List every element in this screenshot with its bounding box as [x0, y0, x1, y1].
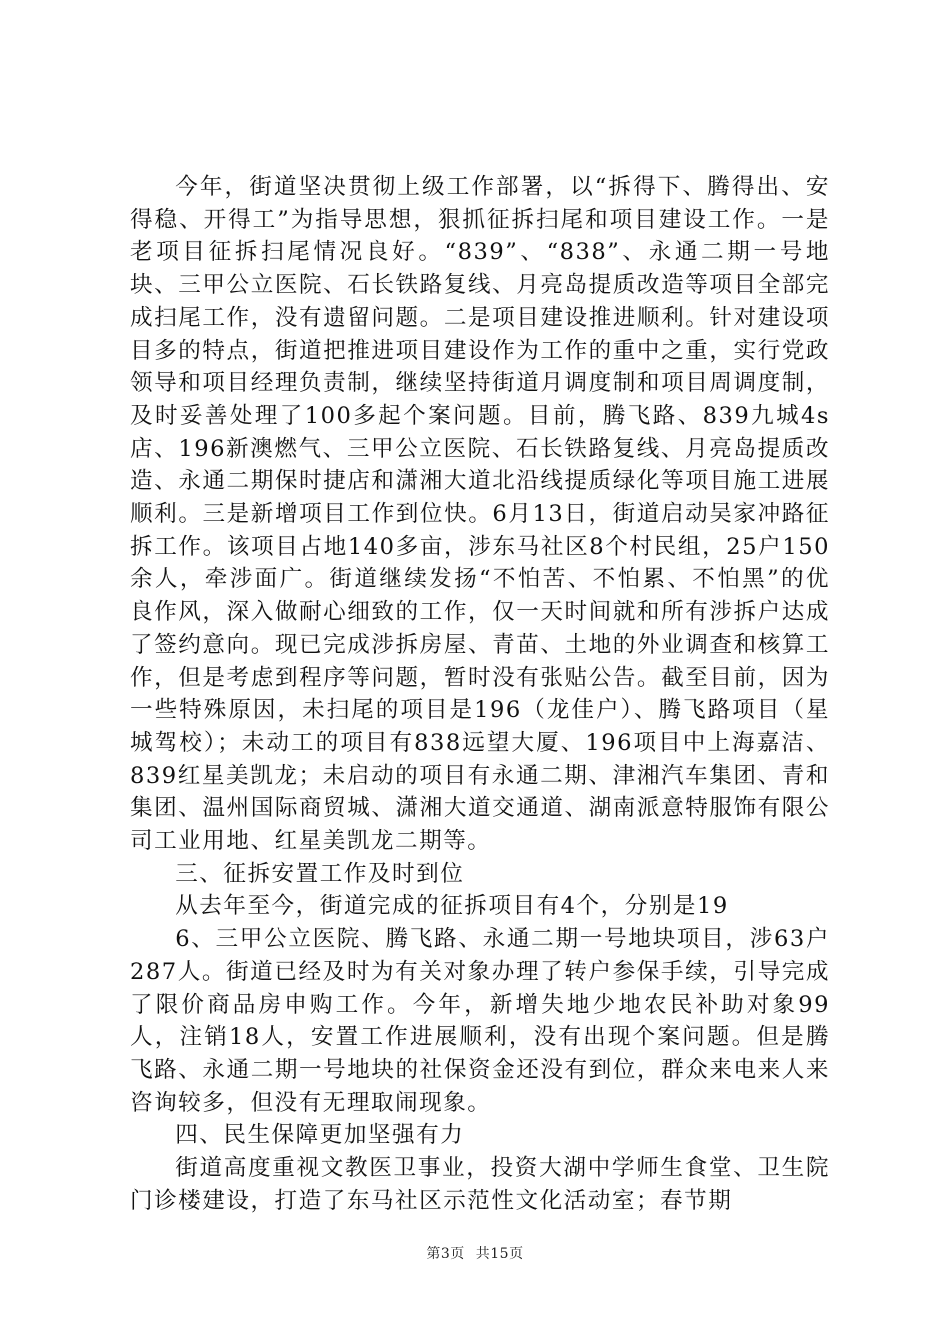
paragraph-resettlement-intro: 从去年至今，街道完成的征拆项目有4个，分别是19: [175, 893, 729, 920]
page-footer: [0, 1243, 950, 1263]
paragraph-project-progress: 今年，街道坚决贯彻上级工作部署，以“拆得下、腾得出、安得稳、开得工”为指导思想，狠抓征拆扫尾和项目建设工作。一是老项目征拆扫尾情况良好。“839”、“838”、永通二期一号地块、三甲公立医院、石长铁路复线、月亮岛提质改造等项目全部完成扫尾工作，没有遗留问题。二是项目建设推进顺利。针对建设项目多的特点，街道把推进项目建设作为工作的重中之重，实行党政领导和项目经理负责制，继续坚持街道月调度制和项目周调度制，及时妥善处理了100多起个案问题。目前，腾飞路、839九城4s店、196新澳燃气、三甲公立医院、石长铁路复线、月亮岛提质改造、永通二期保时捷店和潇湘大道北沿线提质绿化等项目施工进展顺利。三是新增项目工作到位快。6月13日，街道启动吴家冲路征拆工作。该项目占地140多亩，涉东马社区8个村民组，25户150余人，牵涉面广。街道继续发扬“不怕苦、不怕累、不怕黑”的优良作风，深入做耐心细致的工作，仅一天时间就和所有涉拆户达成了签约意向。现已完成涉拆房屋、青苗、土地的外业调查和核算工作，但是考虑到程序等问题，暂时没有张贴公告。截至目前，因为一些特殊原因，未扫尾的项目是196（龙佳户）、腾飞路项目（星城驾校）；未动工的项目有838远望大厦、196项目中上海嘉洁、839红星美凯龙；未启动的项目有永通二期、津湘汽车集团、青和集团、温州国际商贸城、潇湘大道交通道、湖南派意特服饰有限公司工业用地、红星美凯龙二期等。: [130, 174, 830, 855]
section-heading-livelihood: 四、民生保障更加坚强有力: [175, 1122, 465, 1149]
page-number: 第3页: [426, 1246, 465, 1262]
page-total: 共15页: [475, 1246, 524, 1262]
document-body: [130, 171, 830, 1218]
paragraph-resettlement-details: 6、三甲公立医院、腾飞路、永通二期一号地块项目，涉63户287人。街道已经及时为有关对象办理了转户参保手续，引导完成了限价商品房申购工作。今年，新增失地少地农民补助对象99人，注销18人，安置工作进展顺利，没有出现个案问题。但是腾飞路、永通二期一号地块的社保资金还没有到位，群众来电来人来咨询较多，但没有无理取闹现象。: [130, 926, 830, 1116]
paragraph-livelihood: 街道高度重视文教医卫事业，投资大湖中学师生食堂、卫生院门诊楼建设，打造了东马社区示范性文化活动室；春节期: [130, 1155, 830, 1214]
section-heading-resettlement: 三、征拆安置工作及时到位: [175, 860, 465, 887]
